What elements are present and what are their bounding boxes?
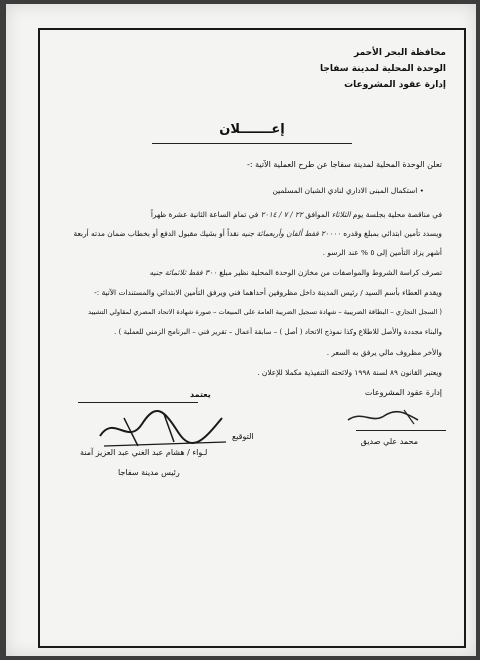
governorate-name: محافظة البحر الأحمر bbox=[354, 48, 446, 58]
paragraph-docs-1: ( السجل التجاري – البطاقة الضريبية – شهادة تسجيل الضريبة العامة على المبيعات – صورة شهادة الاتحاد المصري لمقاولي التشييد bbox=[88, 308, 442, 316]
document-page bbox=[6, 4, 476, 656]
handwritten-day: الثلاثاء bbox=[331, 210, 351, 219]
city-unit-name: الوحدة المحلية لمدينة سفاجا bbox=[320, 64, 446, 74]
signoff-department: إدارة عقود المشروعات bbox=[364, 388, 442, 397]
left-top-line bbox=[78, 402, 198, 403]
governor-title: رئيس مدينة سفاجا bbox=[118, 468, 180, 477]
paragraph-financial: والأخر مظروف مالي يرفق به السعر . bbox=[326, 348, 442, 357]
paragraph-docs-2: والبناء مجددة والأصل للاطلاع وكذا نموذج الاتحاد ( أصل ) – سابقة أعمال – تقرير فني – البرنامج الزمني للعملية ) . bbox=[114, 328, 442, 336]
bullet: • bbox=[417, 186, 424, 195]
project-item bbox=[273, 186, 424, 195]
right-signatory-name: محمد علي صديق bbox=[360, 437, 418, 446]
handwritten-date: ٢٢ / ٧ / ٢٠١٤ bbox=[260, 210, 303, 219]
paragraph-session: في مناقصة محلية بجلسة يوم الثلاثاء الموافق ٢٢ / ٧ / ٢٠١٤ في تمام الساعة الثانية عشرة ظهراً bbox=[150, 210, 442, 219]
paragraph-booklet: تصرف كراسة الشروط والمواصفات من مخازن الوحدة المحلية نظير مبلغ ٣٠٠ فقط ثلاثمائة جنيه bbox=[149, 268, 442, 277]
department-name: إدارة عقود المشروعات bbox=[344, 80, 446, 90]
paragraph-submission: ويقدم العطاء بأسم السيد / رئيس المدينة داخل مظروفين أحداهما فني ويرفق التأمين الابتدائي والمستندات الآتية :- bbox=[94, 288, 442, 297]
paragraph-law: ويعتبر القانون ٨٩ لسنة ١٩٩٨ ولائحته التنفيذية مكملا للإعلان . bbox=[257, 368, 442, 377]
right-signature-line bbox=[356, 430, 446, 431]
approved-label: يعتمد bbox=[190, 390, 211, 399]
right-signature bbox=[344, 406, 424, 428]
governor-name: لـواء / هشام عبد الغني عبد العزيز آمنة bbox=[80, 448, 208, 457]
governor-signature bbox=[94, 406, 234, 454]
project-item-text: استكمال المبنى الاداري لنادي الشبان المسلمين bbox=[272, 186, 418, 195]
handwritten-deposit-amount: ٢٠٠٠٠ فقط ألفان وأربعمائة جنيه bbox=[241, 229, 341, 238]
paragraph-deposit: ويسدد تأمين ابتدائي بمبلغ وقدره ٢٠٠٠٠ فقط ألفان وأربعمائة جنيه نقداً أو بشيك مقبول الدفع أو بخطاب ضمان مدته أربعة bbox=[73, 229, 442, 238]
intro-line: تعلن الوحدة المحلية لمدينة سفاجا عن طرح العملية الآتية :- bbox=[246, 160, 442, 169]
signature-label: التوقيع bbox=[232, 432, 254, 441]
handwritten-booklet-price: ٣٠٠ فقط ثلاثمائة جنيه bbox=[149, 268, 217, 277]
page-border bbox=[38, 28, 466, 648]
page-title: إعـــــــلان bbox=[219, 122, 285, 137]
paragraph-increase: أشهر يزاد التأمين إلى ٥ % عند الرسو . bbox=[322, 248, 442, 257]
title-underline bbox=[152, 143, 352, 144]
